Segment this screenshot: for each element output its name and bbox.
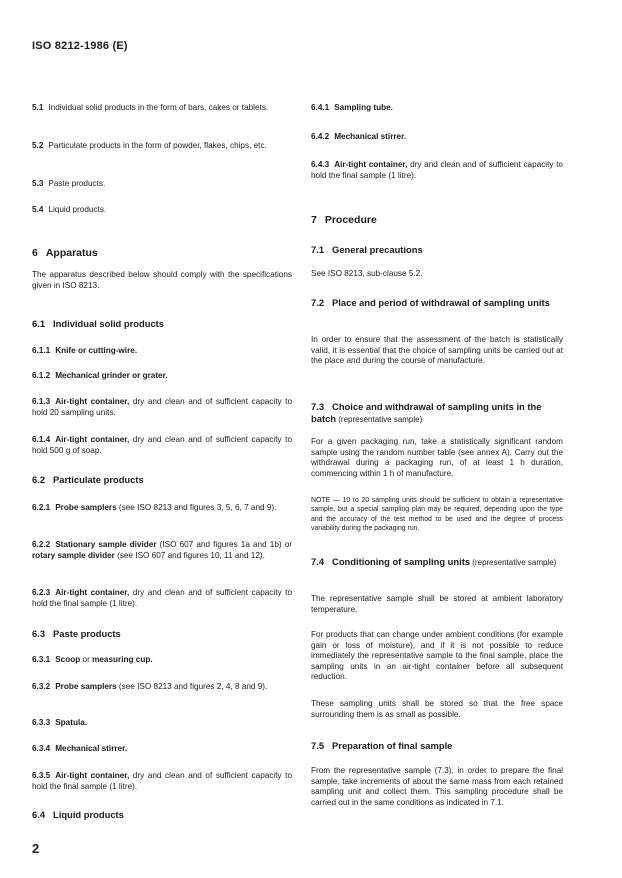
subsection-heading-6-2: 6.2 Particulate products: [32, 474, 144, 485]
section-7-1-text: See ISO 8213, sub-clause 5.2.: [311, 269, 423, 278]
subsection-heading-7-2: 7.2 Place and period of withdrawal of sampling units: [311, 297, 550, 308]
item-6-4-1: 6.4.1 Sampling tube.: [311, 103, 393, 112]
section-7-4-paragraph-1: The representative sample shall be stored at ambient laboratory temperature.: [311, 594, 563, 614]
subsection-heading-6-4: 6.4 Liquid products: [32, 809, 124, 820]
section-7-3-text: For a given packaging run, take a statistically significant random sample using the random number table (see annex A). Carry out the withdrawal during a packaging run, of at least 1 h duration, commencing within 1 h of manufacture.: [311, 437, 563, 478]
item-5-1: 5.1 Individual solid products in the form of bars, cakes or tablets.: [32, 103, 269, 112]
item-5-2: 5.2 Particulate products in the form of powder, flakes, chips, etc.: [32, 141, 267, 150]
item-6-4-2: 6.4.2 Mechanical stirrer.: [311, 132, 407, 141]
section-heading-6: 6 Apparatus: [32, 247, 98, 259]
section-7-2-text: In order to ensure that the assessment of the batch is statistically valid, it is essential that the choice of sampling units be carried out at the place and during the course of manufacture.: [311, 335, 563, 366]
item-6-3-2: 6.3.2 Probe samplers (see ISO 8213 and figures 2, 4, 8 and 9).: [32, 682, 268, 691]
item-5-4: 5.4 Liquid products.: [32, 205, 107, 214]
subsection-heading-7-4: 7.4 Conditioning of sampling units (representative sample): [311, 556, 557, 567]
section-heading-7: 7 Procedure: [311, 214, 377, 226]
item-6-3-4: 6.3.4 Mechanical stirrer.: [32, 744, 128, 753]
item-6-1-1: 6.1.1 Knife or cutting-wire.: [32, 346, 138, 355]
section-7-4-paragraph-3: These sampling units shall be stored so that the free space surrounding them is as small as possible.: [311, 699, 563, 719]
item-6-1-2: 6.1.2 Mechanical grinder or grater.: [32, 371, 168, 380]
item-6-1-4: 6.1.4 Air-tight container, dry and clean and of sufficient capacity to hold 500 g of soap.: [32, 435, 292, 455]
subsection-heading-7-5: 7.5 Preparation of final sample: [311, 740, 453, 751]
section-7-5-text: From the representative sample (7.3), in order to prepare the final sample, take increments of about the same mass from each retained sampling unit and collect them. This sampling procedure shall be carried out in the same conditions as indicated in 7.1.: [311, 766, 563, 807]
subsection-heading-6-1: 6.1 Individual solid products: [32, 318, 164, 329]
item-6-2-2: 6.2.2 Stationary sample divider (ISO 607 and figures 1a and 1b) or rotary sample divider (see ISO 607 and figures 10, 11 and 12).: [32, 540, 292, 560]
item-6-2-1: 6.2.1 Probe samplers (see ISO 8213 and figures 3, 5, 6, 7 and 9).: [32, 503, 277, 512]
section-7-3-note: NOTE — 10 to 20 sampling units should be sufficient to obtain a representative sample, but a special sampling plan may be required, depending upon the type and the accuracy of the test method to be used and the degree of process variability during the packaging run.: [311, 497, 563, 533]
item-6-2-3: 6.2.3 Air-tight container, dry and clean and of sufficient capacity to hold the final sample (1 litre).: [32, 588, 292, 608]
section-6-intro: The apparatus described below should comply with the specifications given in ISO 8213.: [32, 270, 292, 290]
subsection-heading-6-3: 6.3 Paste products: [32, 628, 121, 639]
item-6-3-5: 6.3.5 Air-tight container, dry and clean and of sufficient capacity to hold the final sample (1 litre).: [32, 771, 292, 791]
subsection-heading-7-1: 7.1 General precautions: [311, 244, 423, 255]
item-6-4-3: 6.4.3 Air-tight container, dry and clean and of sufficient capacity to hold the final sample (1 litre).: [311, 160, 563, 180]
page-number: 2: [32, 841, 40, 856]
running-head: ISO 8212-1986 (E): [32, 40, 128, 52]
subsection-heading-7-3: 7.3 Choice and withdrawal of sampling units in the batch (representative sample): [311, 401, 542, 424]
item-6-3-3: 6.3.3 Spatula.: [32, 718, 88, 727]
item-6-1-3: 6.1.3 Air-tight container, dry and clean and of sufficient capacity to hold 20 sampling units.: [32, 397, 292, 417]
item-5-3: 5.3 Paste products.: [32, 179, 106, 188]
item-6-3-1: 6.3.1 Scoop or measuring cup.: [32, 655, 153, 664]
section-7-4-paragraph-2: For products that can change under ambient conditions (for example gain or loss of moisture), and if it is not possible to reduce immediately the representative sample to the final sample, place the sampling units in an air-tight container before all subsequent reduction.: [311, 630, 563, 682]
